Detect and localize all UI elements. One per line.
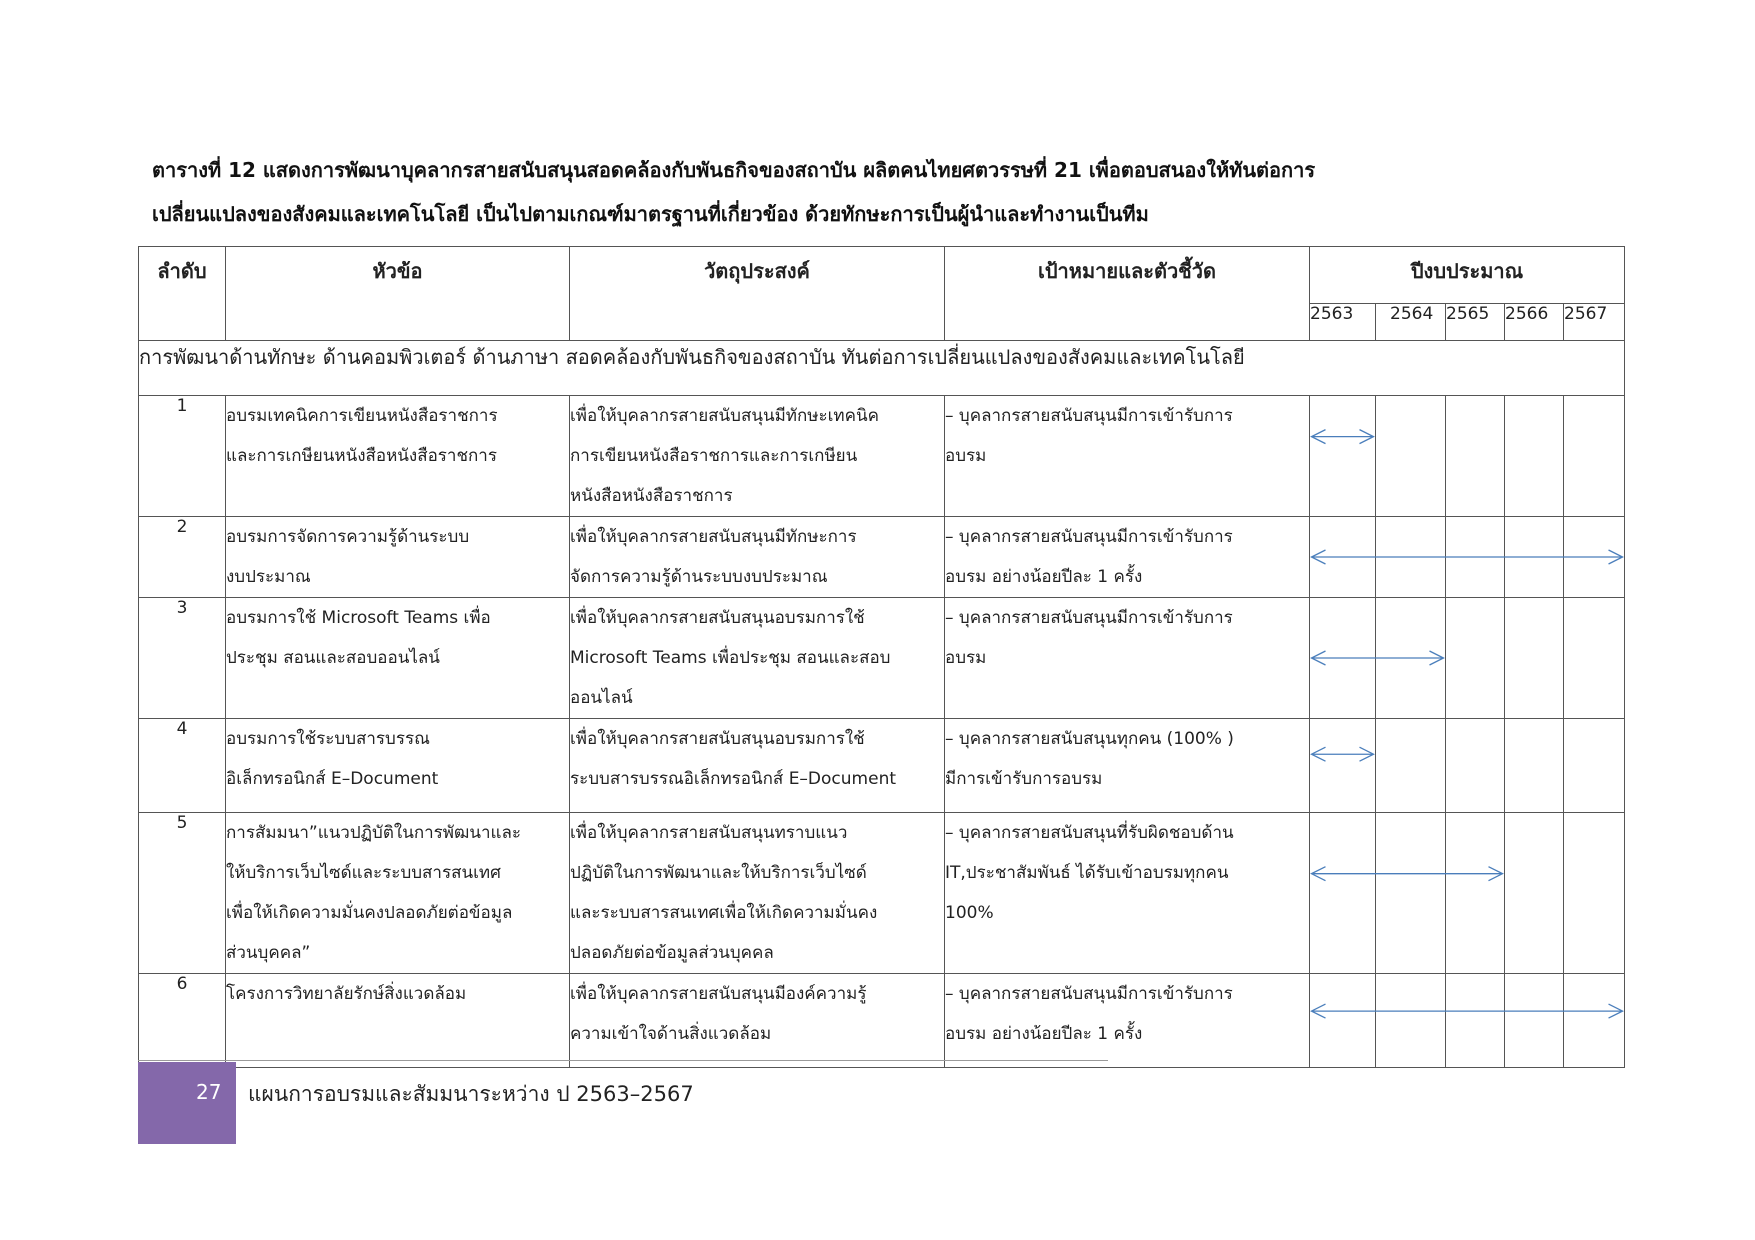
objective-line: ความเข้าใจด้านสิ่งแวดล้อม — [570, 1024, 772, 1044]
year-cell — [1310, 517, 1376, 598]
table-row — [139, 396, 1625, 517]
topic-line: เพื่อให้เกิดความมั่นคงปลอดภัยต่อข้อมูล — [226, 903, 513, 923]
topic-line: ให้บริการเว็บไซด์และระบบสารสนเทศ — [226, 863, 501, 883]
year-cell — [1446, 396, 1505, 517]
header-target: เป้าหมายและตัวชี้วัด — [945, 247, 1310, 341]
year-2567: 2567 — [1564, 304, 1625, 341]
row-number: 6 — [139, 974, 226, 1068]
year-cell — [1310, 598, 1376, 719]
year-cell — [1505, 719, 1564, 813]
header-topic: หัวข้อ — [226, 247, 570, 341]
year-cell — [1505, 517, 1564, 598]
year-cell — [1564, 396, 1625, 517]
header-row — [139, 247, 1625, 304]
target-line: IT,ประชาสัมพันธ์ ได้รับเข้าอบรมทุกคน — [945, 863, 1229, 883]
row-objective — [570, 396, 945, 517]
year-cell — [1310, 719, 1376, 813]
header-objective: วัตถุประสงค์ — [570, 247, 945, 341]
target-line: อบรม อย่างน้อยปีละ 1 ครั้ง — [945, 567, 1143, 587]
year-2564: 2564 — [1376, 304, 1446, 341]
year-cell — [1564, 598, 1625, 719]
page-number: 27 — [196, 1080, 222, 1104]
year-cell — [1446, 813, 1505, 974]
footer-title: แผนการอบรมและสัมมนาระหว่าง ป 2563–2567 — [248, 1082, 694, 1106]
year-cell — [1564, 719, 1625, 813]
objective-line: และระบบสารสนเทศเพื่อให้เกิดความมั่นคง — [570, 903, 878, 923]
objective-line: ปฏิบัติในการพัฒนาและให้บริการเว็บไซด์ — [570, 863, 867, 883]
topic-line: ประชุม สอนและสอบออนไลน์ — [226, 648, 440, 668]
table-row — [139, 719, 1625, 813]
year-cell — [1446, 517, 1505, 598]
table-row — [139, 598, 1625, 719]
row-target — [945, 813, 1310, 974]
topic-line: อบรมการจัดการความรู้ด้านระบบ — [226, 527, 470, 547]
section-row — [139, 341, 1625, 396]
table-row — [139, 974, 1625, 1068]
year-cell — [1376, 719, 1446, 813]
objective-line: Microsoft Teams เพื่อประชุม สอนและสอบ — [570, 648, 891, 668]
objective-line: เพื่อให้บุคลากรสายสนับสนุนมีองค์ความรู้ — [570, 984, 867, 1004]
caption-line-1: ตารางที่ 12 แสดงการพัฒนาบุคลากรสายสนับสนุนสอดคล้องกับพันธกิจของสถาบัน ผลิตคนไทยศตวรรษที่ 21 เพื่อตอบสนองให้ทันต่อการ — [152, 158, 1316, 182]
training-plan-table — [138, 246, 1625, 1068]
row-target — [945, 517, 1310, 598]
year-cell — [1446, 598, 1505, 719]
footer-divider — [138, 1060, 1108, 1061]
header-no: ลำดับ — [139, 247, 226, 341]
header-budget: ปีงบประมาณ — [1310, 247, 1625, 304]
table-row — [139, 517, 1625, 598]
objective-line: ปลอดภัยต่อข้อมูลส่วนบุคคล — [570, 943, 774, 963]
row-objective — [570, 598, 945, 719]
section-heading: การพัฒนาด้านทักษะ ด้านคอมพิวเตอร์ ด้านภาษา สอดคล้องกับพันธกิจของสถาบัน ทันต่อการเปลี่ยนแปลงของสังคมและเทคโนโลยี — [139, 341, 1625, 396]
topic-line: ส่วนบุคคล” — [226, 943, 311, 963]
table-caption — [152, 148, 1632, 236]
year-cell — [1505, 598, 1564, 719]
objective-line: เพื่อให้บุคลากรสายสนับสนุนอบรมการใช้ — [570, 729, 865, 749]
row-number: 3 — [139, 598, 226, 719]
year-cell — [1505, 974, 1564, 1068]
topic-line: งบประมาณ — [226, 567, 311, 587]
year-cell — [1376, 813, 1446, 974]
row-objective — [570, 719, 945, 813]
table-row — [139, 813, 1625, 974]
objective-line: การเขียนหนังสือราชการและการเกษียน — [570, 446, 858, 466]
row-topic — [226, 396, 570, 517]
target-line: – บุคลากรสายสนับสนุนทุกคน (100% ) — [945, 729, 1234, 749]
row-target — [945, 396, 1310, 517]
row-objective — [570, 813, 945, 974]
objective-line: เพื่อให้บุคลากรสายสนับสนุนมีทักษะเทคนิค — [570, 406, 879, 426]
year-cell — [1505, 396, 1564, 517]
target-line: – บุคลากรสายสนับสนุนมีการเข้ารับการ — [945, 406, 1233, 426]
year-2565: 2565 — [1446, 304, 1505, 341]
topic-line: การสัมมนา”แนวปฏิบัติในการพัฒนาและ — [226, 823, 522, 843]
row-objective — [570, 517, 945, 598]
row-topic — [226, 974, 570, 1068]
row-number: 2 — [139, 517, 226, 598]
objective-line: เพื่อให้บุคลากรสายสนับสนุนมีทักษะการ — [570, 527, 857, 547]
row-number: 1 — [139, 396, 226, 517]
year-cell — [1564, 974, 1625, 1068]
year-2563: 2563 — [1310, 304, 1376, 341]
objective-line: เพื่อให้บุคลากรสายสนับสนุนทราบแนว — [570, 823, 848, 843]
row-topic — [226, 719, 570, 813]
year-cell — [1376, 517, 1446, 598]
row-objective — [570, 974, 945, 1068]
year-cell — [1446, 719, 1505, 813]
row-target — [945, 598, 1310, 719]
year-2566: 2566 — [1505, 304, 1564, 341]
target-line: – บุคลากรสายสนับสนุนมีการเข้ารับการ — [945, 608, 1233, 628]
year-cell — [1376, 974, 1446, 1068]
target-line: 100% — [945, 903, 994, 923]
objective-line: จัดการความรู้ด้านระบบงบประมาณ — [570, 567, 828, 587]
objective-line: เพื่อให้บุคลากรสายสนับสนุนอบรมการใช้ — [570, 608, 865, 628]
row-target — [945, 719, 1310, 813]
objective-line: ออนไลน์ — [570, 688, 633, 708]
row-number: 5 — [139, 813, 226, 974]
row-topic — [226, 517, 570, 598]
topic-line: อบรมการใช้ระบบสารบรรณ — [226, 729, 430, 749]
year-cell — [1310, 396, 1376, 517]
objective-line: ระบบสารบรรณอิเล็กทรอนิกส์ E–Document — [570, 769, 897, 789]
target-line: – บุคลากรสายสนับสนุนมีการเข้ารับการ — [945, 984, 1233, 1004]
year-cell — [1564, 517, 1625, 598]
topic-line: โครงการวิทยาลัยรักษ์สิ่งแวดล้อม — [226, 984, 467, 1004]
row-target — [945, 974, 1310, 1068]
year-cell — [1310, 813, 1376, 974]
target-line: อบรม — [945, 648, 987, 668]
row-number: 4 — [139, 719, 226, 813]
topic-line: อบรมการใช้ Microsoft Teams เพื่อ — [226, 608, 491, 628]
target-line: – บุคลากรสายสนับสนุนที่รับผิดชอบด้าน — [945, 823, 1234, 843]
target-line: – บุคลากรสายสนับสนุนมีการเข้ารับการ — [945, 527, 1233, 547]
year-cell — [1446, 974, 1505, 1068]
caption-line-2: เปลี่ยนแปลงของสังคมและเทคโนโลยี เป็นไปตามเกณฑ์มาตรฐานที่เกี่ยวข้อง ด้วยทักษะการเป็นผู้นำและทำงานเป็นทีม — [152, 202, 1149, 226]
topic-line: อิเล็กทรอนิกส์ E–Document — [226, 769, 439, 789]
topic-line: อบรมเทคนิคการเขียนหนังสือราชการ — [226, 406, 498, 426]
row-topic — [226, 598, 570, 719]
year-cell — [1564, 813, 1625, 974]
year-cell — [1310, 974, 1376, 1068]
year-cell — [1376, 598, 1446, 719]
target-line: มีการเข้ารับการอบรม — [945, 769, 1103, 789]
target-line: อบรม อย่างน้อยปีละ 1 ครั้ง — [945, 1024, 1143, 1044]
topic-line: และการเกษียนหนังสือหนังสือราชการ — [226, 446, 497, 466]
year-cell — [1376, 396, 1446, 517]
objective-line: หนังสือหนังสือราชการ — [570, 486, 733, 506]
row-topic — [226, 813, 570, 974]
year-cell — [1505, 813, 1564, 974]
target-line: อบรม — [945, 446, 987, 466]
